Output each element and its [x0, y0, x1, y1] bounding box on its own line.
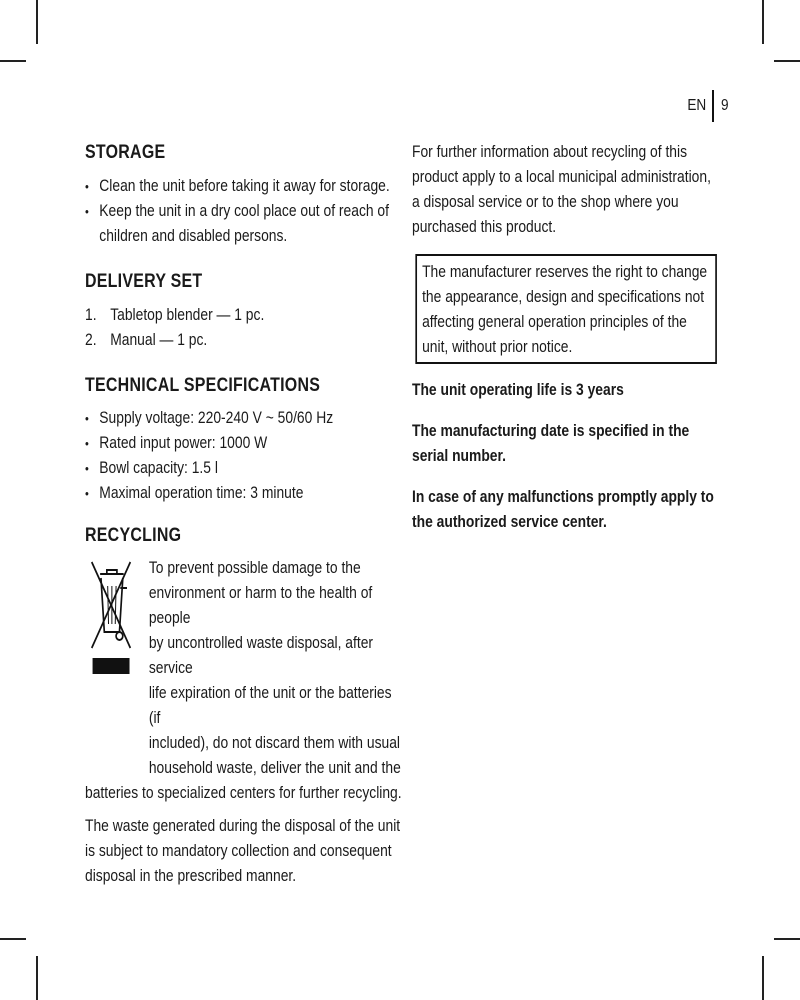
page-number: 9 [721, 97, 729, 114]
storage-list [85, 174, 404, 249]
manufacturing-date-text: The manufacturing date is specified in the serial number. [412, 422, 690, 465]
storage-title: STORAGE [85, 142, 166, 163]
operating-life-text: The unit operating life is 3 years [412, 381, 624, 399]
list-item: 1. Tabletop blender — 1 pc. [85, 306, 265, 324]
specs-title: TECHNICAL SPECIFICATIONS [85, 375, 321, 396]
crop-mark [0, 60, 26, 62]
list-item: • Bowl capacity: 1.5 l [85, 456, 404, 481]
crop-mark [36, 0, 38, 44]
list-item: • Rated input power: 1000 W [85, 431, 404, 456]
header-divider [712, 90, 714, 122]
delivery-title: DELIVERY SET [85, 271, 203, 292]
specs-section [85, 375, 404, 506]
page-header [684, 90, 730, 122]
list-item: • Maximal operation time: 3 minute [85, 481, 404, 506]
crop-mark [36, 956, 38, 1000]
crossed-bin-icon [90, 560, 132, 672]
crop-mark [774, 60, 800, 62]
black-bar-mark [93, 658, 130, 674]
list-item: • Keep the unit in a dry cool place out of reach of children and disabled persons. [85, 199, 404, 249]
crop-mark [774, 938, 800, 940]
crop-mark [762, 956, 764, 1000]
manufacturer-notice-box: The manufacturer reserves the right to change the appearance, design and specifications not affecting general operation principles of the unit, without prior notice. [415, 254, 717, 364]
delivery-section [85, 271, 404, 353]
specs-list [85, 406, 404, 506]
service-center-text: In case of any malfunctions promptly apply to the authorized service center. [412, 488, 714, 531]
left-column [85, 140, 405, 889]
list-item: • Supply voltage: 220-240 V ~ 50/60 Hz [85, 406, 404, 431]
waste-paragraph: The waste generated during the disposal of the unit is subject to mandatory collection and consequent disposal in the prescribed manner. [85, 817, 401, 885]
crop-mark [0, 938, 26, 940]
recycling-info-paragraph: For further information about recycling of this product apply to a local municipal administration, a disposal service or to the shop where you purchased this product. [412, 143, 711, 236]
delivery-list [85, 303, 404, 353]
recycling-section [85, 525, 404, 889]
list-item: 2. Manual — 1 pc. [85, 331, 208, 349]
storage-section [85, 142, 404, 249]
right-column [412, 140, 717, 535]
list-item: • Clean the unit before taking it away for storage. [85, 174, 404, 199]
recycling-title: RECYCLING [85, 525, 182, 546]
crop-mark [762, 0, 764, 44]
recycling-paragraph: To prevent possible damage to the environment or harm to the health of people by uncontrolled waste disposal, after service life expiration of the unit or the batteries (if included), do not discard them with usual household waste, deliver the unit and the batteries to specialized centers for further recycling. [85, 559, 402, 802]
language-code: EN [687, 97, 707, 114]
